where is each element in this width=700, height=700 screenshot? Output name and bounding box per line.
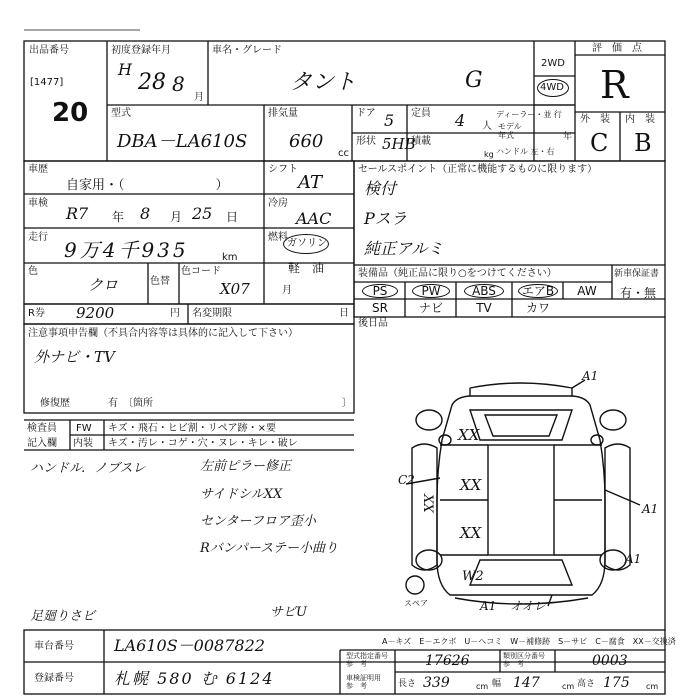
mark-w2: W2 (462, 569, 484, 584)
disp-label: 排気量 (268, 108, 298, 119)
color-label: 色 (28, 266, 38, 277)
comment-4: センターフロア歪小 (200, 514, 316, 529)
fuel-other: 軽 油 (288, 261, 325, 275)
mark-xx-1: XX (458, 426, 480, 444)
interior-label: 内 装 (625, 114, 655, 125)
comment-3: サイドシルXX (200, 487, 283, 502)
mileage-label: 走行 (28, 232, 48, 243)
equip-leather: カワ (525, 301, 550, 315)
recycle-unit: 円 (170, 308, 180, 319)
doors: 5 (384, 111, 395, 130)
mark-front: A1 (582, 369, 599, 383)
lot-small: [1477] (30, 77, 64, 88)
inspect-day-unit: 日 (226, 210, 239, 224)
repair-close: 〕 (342, 398, 352, 409)
fuel-selected: ガソリン (283, 234, 333, 256)
chassis-label: 車台番号 (34, 641, 74, 652)
reg-no-label: 登録番号 (34, 673, 74, 684)
mark-rear: オオレ (510, 599, 546, 613)
shift-label: シフト (268, 164, 298, 175)
repair-label: 修復歴 (40, 398, 70, 409)
new-cert-label: 新車保証書 (614, 269, 660, 279)
model-label: 型式 (111, 108, 131, 119)
reg-label: 初度登録年月 (111, 45, 171, 56)
sales-point-2: Pスラ (364, 209, 407, 228)
cap-unit: 人 (482, 121, 492, 132)
notes-label: 注意事項申告欄（不具合内容等は具体的に記入して下さい） (28, 328, 298, 339)
equip-airbag: エアB (514, 284, 562, 298)
color-code: X07 (220, 280, 250, 298)
class-no-label: 類別区分番号 参 考 (503, 652, 545, 668)
history-value: 自家用・（ ） (66, 178, 229, 193)
notes-value: 外ナビ・TV (34, 348, 115, 366)
color-code-label: 色コード (181, 266, 221, 277)
lot-label: 出品番号 (29, 45, 69, 56)
comment-5: Rバンパーステー小曲り (200, 541, 338, 556)
mark-right: A1 (642, 502, 659, 516)
capacity: 4 (455, 111, 466, 130)
mark-rear-a1: A1 (480, 599, 497, 613)
load-unit: kg (484, 150, 494, 159)
dealer: ディーラー・並 行 (496, 110, 562, 119)
reg-month-unit: 月 (194, 92, 204, 103)
score: R (600, 63, 629, 107)
inspect-era: R7 (66, 204, 89, 223)
color-change-label: 色替 (150, 276, 170, 287)
lot-number: 20 (52, 98, 89, 128)
mark-xx-2: XX (460, 476, 482, 494)
mark-xx-3: XX (460, 524, 482, 542)
door-label: ドア (356, 108, 376, 119)
sales-point-1: 検付 (364, 179, 397, 198)
inspect-month-unit: 月 (170, 210, 183, 224)
height-unit: cm (646, 682, 659, 691)
color: クロ (88, 276, 119, 294)
exterior-grade: C (590, 129, 609, 157)
fw-label: FW (76, 423, 92, 434)
size-label: 車検証明用 参 考 (346, 674, 381, 690)
recycle-label: R券 (28, 308, 45, 319)
car-name: タント (290, 70, 357, 95)
sales-label: セールスポイント（正常に機能するものに限ります） (358, 164, 598, 175)
shape-label: 形状 (356, 136, 376, 147)
load-label: 積載 (411, 136, 431, 147)
ac: AAC (296, 209, 332, 228)
inspect-year-unit: 年 (112, 210, 125, 224)
comment-2: 左前ピラー修正 (200, 459, 292, 474)
year-unit: 年 (563, 132, 573, 142)
inspector-label-2: 記入欄 (27, 438, 57, 449)
width-label: 幅 (492, 679, 502, 689)
grade: G (465, 68, 483, 93)
length: 339 (423, 675, 450, 691)
exterior-label: 外 装 (580, 114, 610, 125)
height: 175 (603, 675, 630, 691)
shift: AT (298, 172, 323, 193)
equip-abs: ABS (458, 284, 510, 298)
score-label: 評 価 点 (592, 43, 642, 54)
history-label: 車歴 (28, 164, 48, 175)
type-no: 17626 (425, 653, 470, 669)
mileage: 9万4千935 (64, 238, 189, 262)
after-items-label: 後日品 (358, 318, 388, 329)
height-label: 高さ (577, 679, 596, 689)
equip-tv: TV (476, 301, 492, 315)
inspector-label-1: 検査員 (27, 423, 57, 434)
equip-sr: SR (372, 301, 388, 315)
mileage-unit: km (222, 252, 238, 263)
legend: A－キズ E－エクボ U－ヘコミ W－補修跡 S－サビ C－腐食 XX－交換済 (382, 637, 676, 646)
equip-pw: PW (408, 284, 454, 298)
width: 147 (513, 675, 540, 691)
displacement: 660 (289, 131, 324, 152)
recycle: 9200 (76, 304, 115, 322)
chassis: LA610S－0087822 (114, 636, 265, 655)
len-unit: cm (476, 682, 489, 691)
fuel-label: 燃料 (268, 232, 288, 243)
mark-right-rear: A1 (625, 552, 642, 566)
type-no-label: 型式指定番号 参 考 (346, 652, 388, 668)
drive-2wd: 2WD (541, 58, 565, 69)
transfer-label: 名変期限 (192, 308, 232, 319)
model: DBA－LA610S (117, 131, 248, 152)
repair-value: 有 〔箇所 (108, 398, 153, 409)
transfer-month: 月 (282, 285, 292, 296)
equip-ps: PS (358, 284, 402, 298)
inspect-month: 8 (140, 204, 151, 223)
car-diagram (406, 380, 640, 606)
disp-unit: cc (338, 148, 349, 159)
inspect-label: 車検 (28, 198, 48, 209)
handle: ハンドル 左・右 (496, 147, 555, 156)
int-label: 内装 (73, 438, 93, 449)
reg-era: H (118, 60, 132, 79)
name-label: 車名・グレード (212, 45, 282, 56)
comment-7: サビU (270, 605, 307, 620)
mark-c2: C2 (398, 473, 415, 487)
cap-label: 定員 (411, 108, 431, 119)
drive-4wd: 4WD (537, 79, 571, 99)
ac-label: 冷房 (268, 198, 288, 209)
comment-6: 足廻りさビ (30, 609, 96, 624)
mark-xx-side: XX (419, 494, 435, 513)
equip-navi: ナビ (418, 301, 443, 315)
reg-month: 8 (172, 72, 185, 96)
shape: 5HB (382, 135, 416, 153)
equipment-label: 装備品（純正品に限り○をつけてください） (358, 268, 557, 279)
reg-year: 28 (138, 70, 166, 95)
sales-point-3: 純正アルミ (364, 239, 444, 258)
new-cert-value: 有・無 (620, 286, 657, 300)
len-label: 長さ (398, 679, 417, 689)
width-unit: cm (562, 682, 575, 691)
interior-grade: B (634, 129, 652, 157)
inspect-day: 25 (192, 204, 213, 223)
equip-aw: AW (577, 284, 597, 298)
transfer-day: 日 (339, 308, 349, 319)
class-no: 0003 (592, 653, 628, 669)
comment-1: ハンドル．ノブスレ (30, 461, 146, 476)
spare-label: スペア (404, 599, 428, 608)
int-line: キズ・汚レ・コゲ・穴・ヌレ・キレ・破レ (108, 438, 298, 449)
model-year: モデル 年式 (498, 122, 522, 140)
reg-no: 札幌 580 む 6124 (114, 669, 275, 688)
fw-line: キズ・飛石・ヒビ割・リペア跡・×要 (108, 423, 276, 434)
